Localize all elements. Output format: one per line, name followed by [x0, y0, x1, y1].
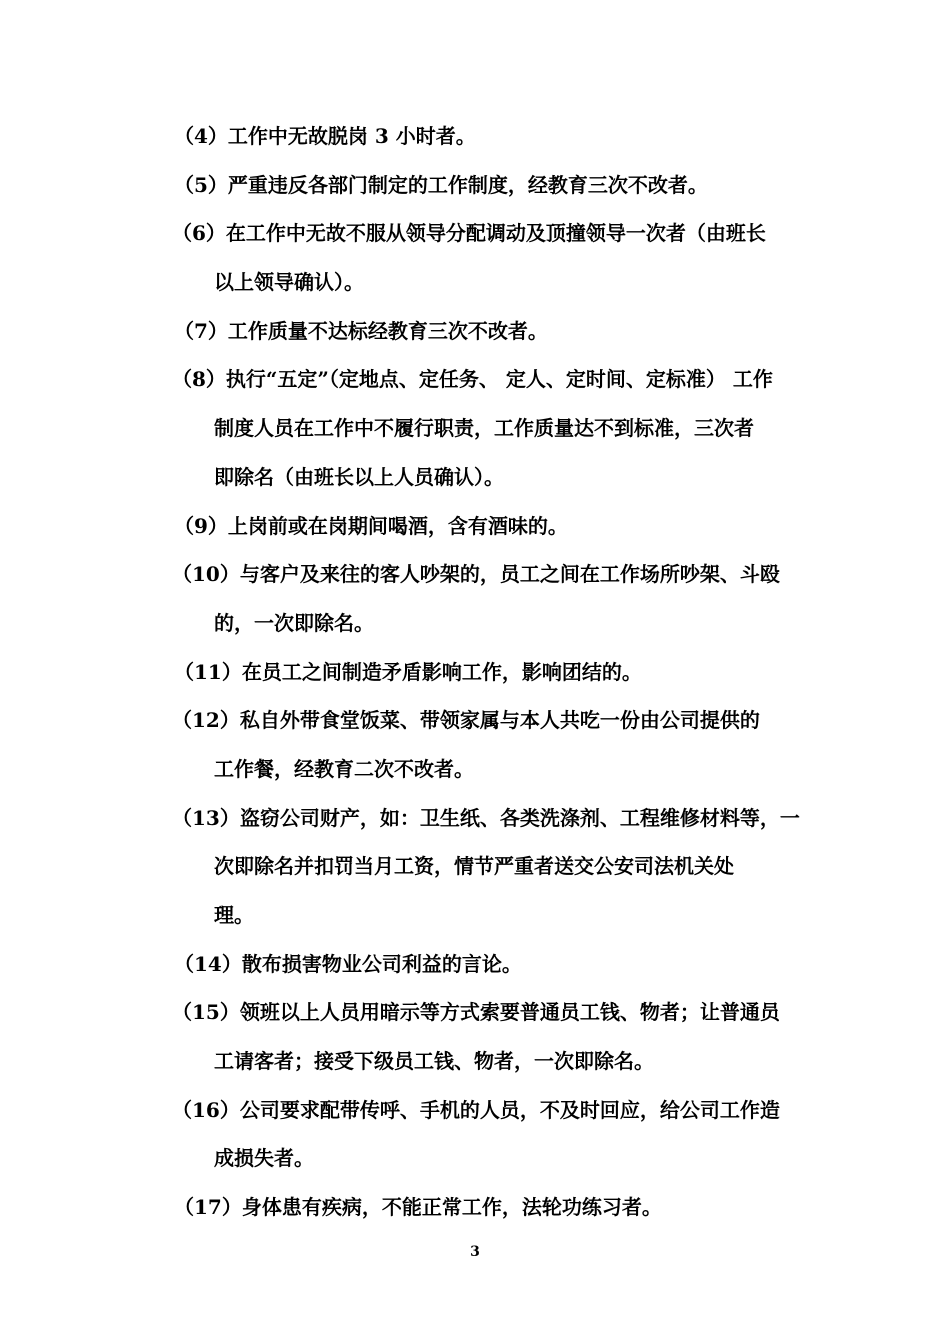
text-line: 制度人员在工作中不履行职责，工作质量达不到标准，三次者	[214, 416, 754, 441]
text-line: （13）盗窃公司财产，如：卫生纸、各类洗涤剂、工程维修材料等，一	[172, 805, 800, 830]
text-line: 工作餐，经教育二次不改者。	[214, 756, 474, 781]
text-line: （17）身体患有疾病，不能正常工作，法轮功练习者。	[174, 1195, 662, 1220]
text-line: 理。	[214, 903, 254, 927]
text-line: （9）上岗前或在岗期间喝酒，含有酒味的。	[174, 513, 568, 538]
text-line: （7）工作质量不达标经教育三次不改者。	[174, 318, 548, 343]
text-line: （12）私自外带食堂饭菜、带领家属与本人共吃一份由公司提供的	[172, 708, 760, 733]
document-body	[172, 112, 812, 1232]
text-line: （4）工作中无故脱岗 3 小时者。	[174, 124, 476, 148]
page-number: 3	[470, 1244, 480, 1260]
text-line: 工请客者；接受下级员工钱、物者，一次即除名。	[214, 1049, 654, 1074]
text-line: 成损失者。	[214, 1146, 314, 1171]
text-line: 次即除名并扣罚当月工资，情节严重者送交公安司法机关处	[214, 854, 734, 879]
text-line: （11）在员工之间制造矛盾影响工作，影响团结的。	[174, 659, 642, 684]
text-line: 即除名（由班长以上人员确认）。	[214, 464, 504, 489]
text-line: （5）严重违反各部门制定的工作制度，经教育三次不改者。	[174, 172, 708, 197]
text-line: （15）领班以上人员用暗示等方式索要普通员工钱、物者；让普通员	[172, 1000, 780, 1025]
text-line: （10）与客户及来往的客人吵架的，员工之间在工作场所吵架、斗殴	[172, 562, 780, 587]
text-line: （8）执行“五定”（定地点、定任务、 定人、定时间、定标准） 工作	[172, 367, 773, 392]
text-line: （6）在工作中无故不服从领导分配调动及顶撞领导一次者（由班长	[172, 221, 766, 246]
text-line: （16）公司要求配带传呼、手机的人员，不及时回应，给公司工作造	[172, 1097, 780, 1122]
text-line: 的，一次即除名。	[214, 610, 374, 635]
text-line: 以上领导确认）。	[214, 270, 364, 295]
text-line: （14）散布损害物业公司利益的言论。	[174, 951, 522, 976]
